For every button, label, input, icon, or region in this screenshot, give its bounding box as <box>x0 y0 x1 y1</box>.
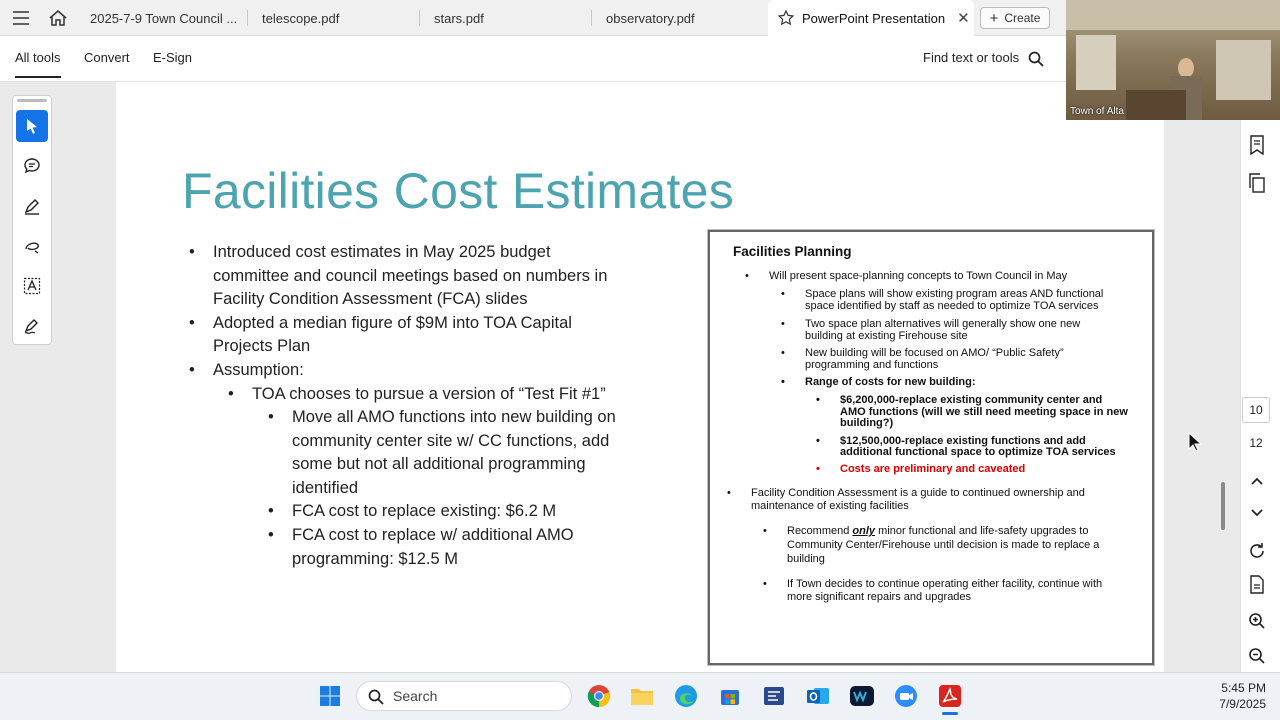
chevron-down-icon[interactable] <box>1242 498 1272 528</box>
bullet-dot: • <box>228 385 234 403</box>
menu-icon[interactable] <box>10 8 32 28</box>
clock-time: 5:45 PM <box>1221 681 1266 695</box>
taskbar-search-label: Search <box>393 688 438 704</box>
freehand-icon <box>23 237 41 255</box>
draw-tool[interactable] <box>16 230 48 262</box>
refresh-icon[interactable] <box>1242 536 1272 566</box>
esign-tab[interactable]: E-Sign <box>153 50 193 65</box>
clock-date: 7/9/2025 <box>1219 697 1266 711</box>
zoom-icon[interactable] <box>891 681 921 711</box>
slide-title: Facilities Cost Estimates <box>182 163 735 219</box>
vertical-scrollbar[interactable] <box>1221 482 1225 530</box>
inset-line: • $6,200,000-replace existing community center and <box>816 394 1103 406</box>
inset-line-continued: Community Center/Firehouse until decision is made to replace a <box>787 539 1100 551</box>
comment-tool[interactable] <box>16 150 48 182</box>
find-text-or-tools[interactable]: Find text or tools <box>923 50 1020 65</box>
tab-label: stars.pdf <box>434 10 484 26</box>
bullet-dot: • <box>268 526 274 544</box>
chevron-up-icon[interactable] <box>1242 466 1272 496</box>
drag-handle[interactable] <box>17 99 47 102</box>
bookmark-icon[interactable] <box>1242 130 1272 160</box>
inset-line-continued: more significant repairs and upgrades <box>787 591 972 603</box>
sub-sub-bullet-item: • FCA cost to replace w/ additional AMO <box>292 524 574 548</box>
close-tab-icon[interactable]: ✕ <box>957 10 970 27</box>
bullet-dot: • <box>781 318 785 330</box>
inset-line-continued: maintenance of existing facilities <box>751 500 909 512</box>
bullet-dot: • <box>816 463 820 475</box>
bullet-dot: • <box>268 408 274 426</box>
bullet-dot: • <box>781 376 785 388</box>
store-icon[interactable] <box>715 681 745 711</box>
pen-icon <box>23 197 41 215</box>
outlook-icon[interactable] <box>803 681 833 711</box>
video-feed[interactable] <box>1066 0 1280 120</box>
tab-observatory[interactable] <box>594 0 766 36</box>
bullet-dot: • <box>189 243 195 261</box>
bullet-dot: • <box>816 435 820 447</box>
page-total: 12 <box>1249 436 1263 450</box>
quick-tools-panel <box>12 95 52 345</box>
bullet-item-continued: some but not all additional programming <box>292 455 586 473</box>
comment-icon <box>23 157 41 175</box>
inset-line-continued: building?) <box>840 417 894 429</box>
inset-line: • Two space plan alternatives will generally show one new <box>781 318 1081 330</box>
text-tool[interactable] <box>16 270 48 302</box>
tab-stars[interactable] <box>422 0 592 36</box>
home-icon[interactable] <box>47 7 69 29</box>
webex-icon[interactable] <box>847 681 877 711</box>
inset-line-continued: building <box>787 553 825 565</box>
tab-label: observatory.pdf <box>606 10 695 26</box>
tab-telescope[interactable] <box>250 0 420 36</box>
inset-line: • Space plans will show existing program areas AND functional <box>781 288 1104 300</box>
bullet-item-continued: Projects Plan <box>213 337 311 355</box>
cursor-icon <box>25 118 39 134</box>
taskbar-search-box[interactable] <box>356 681 572 711</box>
tab-town-council[interactable] <box>78 0 248 36</box>
bullet-dot: • <box>781 347 785 359</box>
all-tools-tab[interactable]: All tools <box>15 50 61 78</box>
mouse-cursor-icon <box>1188 432 1202 452</box>
bullet-item-continued: Facility Condition Assessment (FCA) slides <box>213 290 528 308</box>
search-icon[interactable] <box>1026 49 1046 69</box>
bullet-dot: • <box>268 502 274 520</box>
tab-label: telescope.pdf <box>262 10 340 26</box>
document-settings-icon[interactable] <box>1242 570 1272 600</box>
bullet-dot: • <box>727 487 731 499</box>
search-icon <box>368 689 384 705</box>
copy-pages-icon[interactable] <box>1242 168 1272 198</box>
zoom-out-icon[interactable] <box>1242 641 1272 671</box>
inset-line-continued: space identified by staff as needed to optimize TOA services <box>805 300 1099 312</box>
system-clock[interactable] <box>1200 680 1266 712</box>
bullet-item-continued: committee and council meetings based on numbers in <box>213 267 608 285</box>
edge-icon[interactable] <box>671 681 701 711</box>
inset-line: • Range of costs for new building: <box>781 376 976 388</box>
tab-label: 2025-7-9 Town Council ... <box>90 10 238 26</box>
star-icon[interactable] <box>778 10 794 26</box>
highlight-tool[interactable] <box>16 190 48 222</box>
video-participant-label: Town of Alta <box>1070 106 1124 117</box>
inset-line-continued: building at existing Firehouse site <box>805 330 968 342</box>
bullet-dot: • <box>763 525 767 537</box>
plus-icon: + <box>989 9 999 27</box>
inset-line: • Recommend only minor functional and life-safety upgrades to <box>763 525 1089 537</box>
zoom-in-icon[interactable] <box>1242 606 1272 636</box>
inset-line-continued: programming and functions <box>805 359 939 371</box>
text-box-icon <box>23 277 41 295</box>
bullet-dot: • <box>781 288 785 300</box>
bullet-item: • Assumption: <box>213 359 304 383</box>
sub-bullet-item: • TOA chooses to pursue a version of “Test Fit #1” <box>252 383 606 407</box>
page-number-input[interactable]: 10 <box>1242 397 1270 423</box>
tab-powerpoint-presentation[interactable] <box>768 0 974 36</box>
tab-label: PowerPoint Presentation <box>802 10 946 26</box>
inset-line: • Will present space-planning concepts to Town Council in May <box>745 270 1068 282</box>
active-app-indicator <box>942 712 958 715</box>
inset-line: • New building will be focused on AMO/ “Public Safety” <box>781 347 1064 359</box>
file-explorer-icon[interactable] <box>627 681 657 711</box>
bullet-item: • Introduced cost estimates in May 2025 budget <box>213 241 551 265</box>
signature-icon <box>23 317 41 335</box>
inset-heading: Facilities Planning <box>733 244 852 259</box>
sub-sub-bullet-item: • Move all AMO functions into new building on <box>292 406 616 430</box>
convert-tab[interactable]: Convert <box>84 50 130 65</box>
bullet-item: • Adopted a median figure of $9M into TOA Capital <box>213 312 572 336</box>
chrome-icon[interactable] <box>584 681 614 711</box>
create-button[interactable] <box>980 7 1050 29</box>
select-tool[interactable] <box>16 110 48 142</box>
app-icon[interactable] <box>759 681 789 711</box>
bullet-dot: • <box>763 578 767 590</box>
inset-line: • Facility Condition Assessment is a guide to continued ownership and <box>727 487 1085 499</box>
create-label: Create <box>1004 11 1041 25</box>
toolbar <box>0 36 1066 82</box>
bullet-item-continued: programming: $12.5 M <box>292 550 458 568</box>
acrobat-icon[interactable] <box>935 681 965 711</box>
bullet-dot: • <box>189 361 195 379</box>
bullet-item-continued: identified <box>292 479 359 497</box>
bullet-dot: • <box>816 394 820 406</box>
inset-line: • $12,500,000-replace existing functions and add <box>816 435 1086 447</box>
inset-line-continued: AMO functions (will we still need meeting space in new <box>840 406 1128 418</box>
bullet-item-continued: community center site w/ CC functions, add <box>292 432 610 450</box>
sub-sub-bullet-item: • FCA cost to replace existing: $6.2 M <box>292 500 556 524</box>
bullet-dot: • <box>189 314 195 332</box>
sign-tool[interactable] <box>16 310 48 342</box>
bullet-dot: • <box>745 270 749 282</box>
inset-line-red: • Costs are preliminary and caveated <box>816 463 1026 475</box>
inset-line-continued: additional functional space to optimize TOA services <box>840 446 1116 458</box>
inset-line: • If Town decides to continue operating either facility, continue with <box>763 578 1103 590</box>
windows-start-icon[interactable] <box>315 681 345 711</box>
